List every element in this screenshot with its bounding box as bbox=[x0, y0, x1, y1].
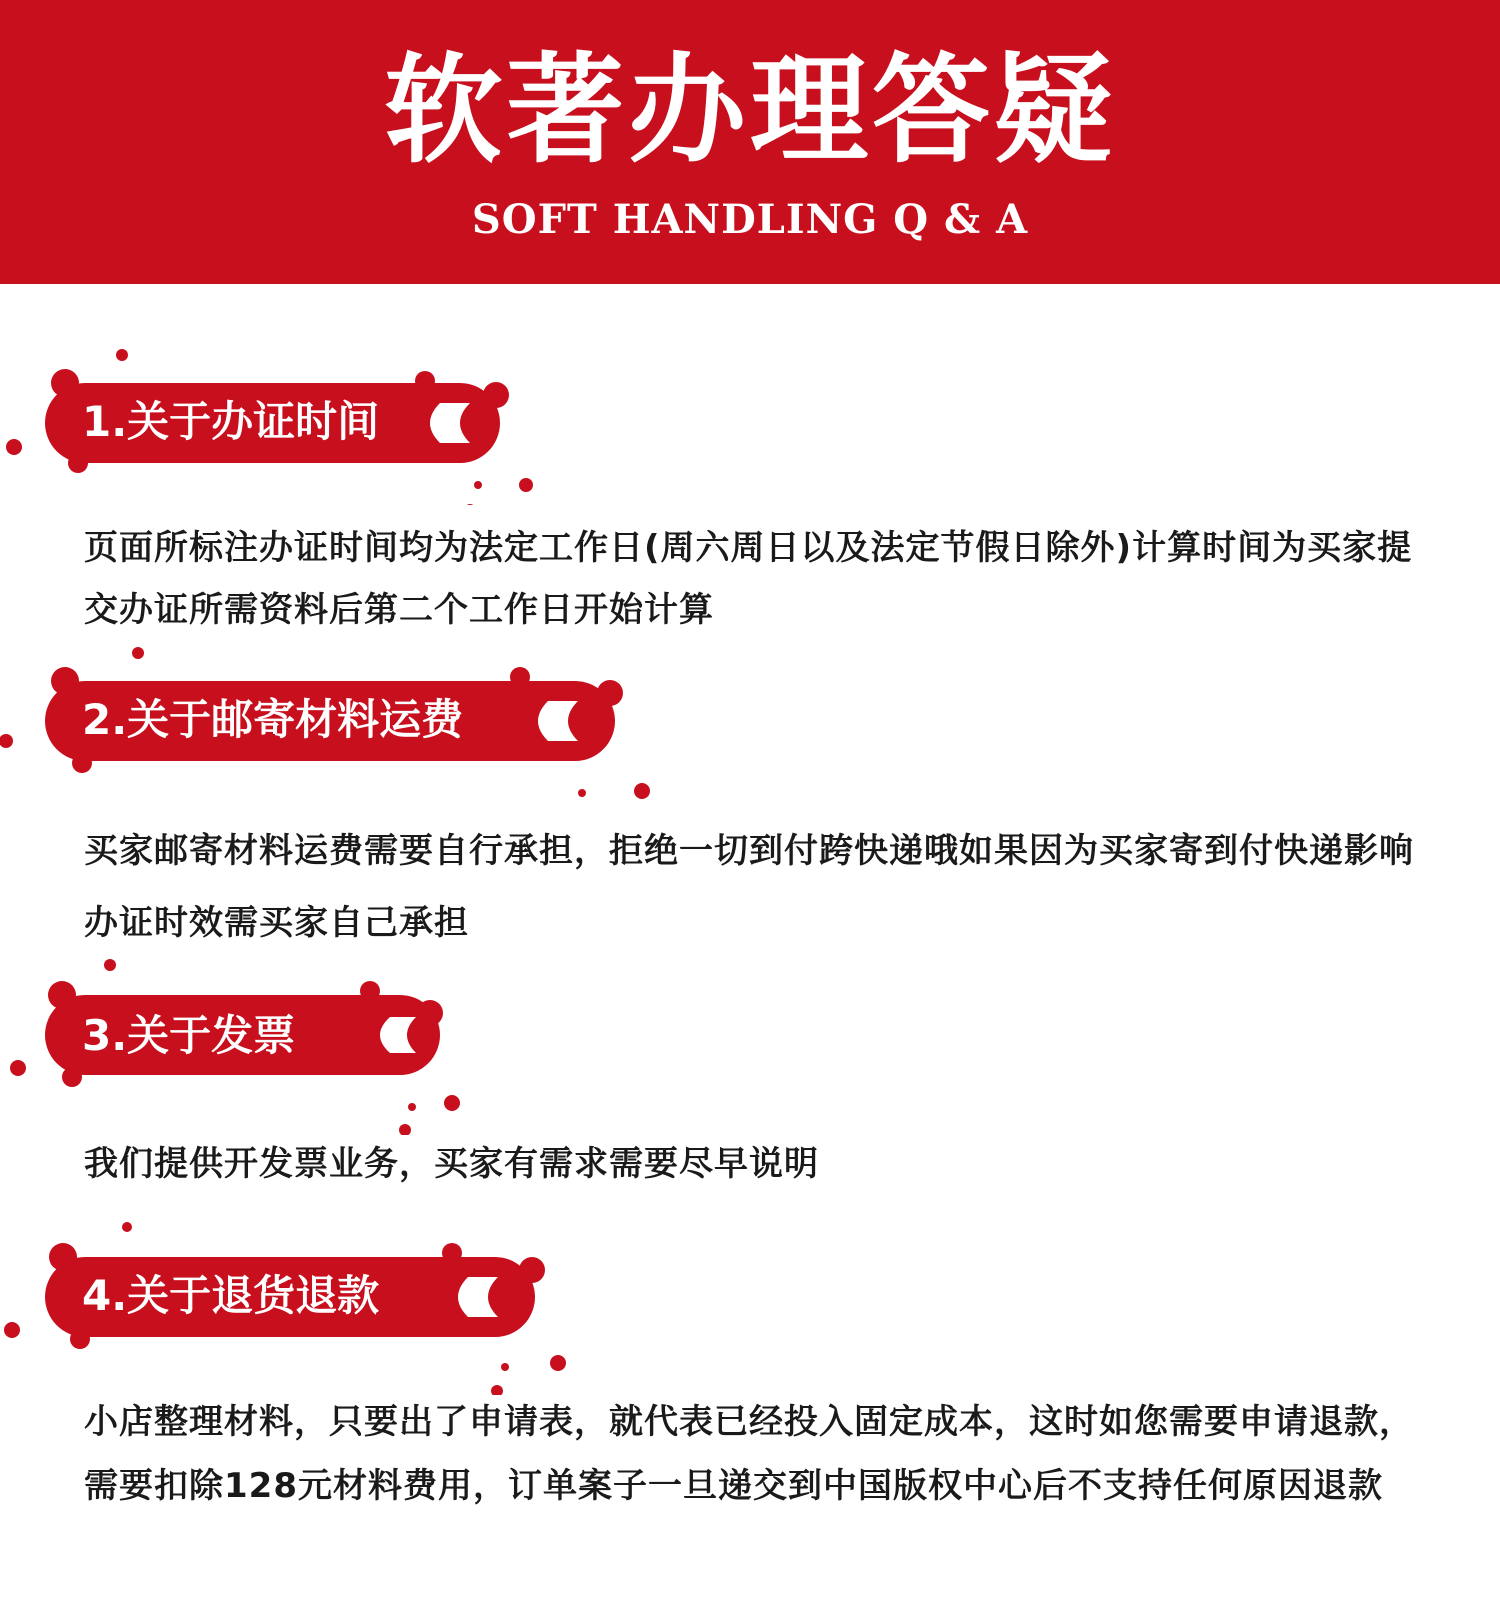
faq-body-3: 我们提供开发票业务，买家有需求需要尽早说明 bbox=[84, 1144, 819, 1184]
faq-section-4 bbox=[0, 1215, 1500, 1614]
faq-body-4: 小店整理材料，只要出了申请表，就代表已经投入固定成本，这时如您需要申请退款，需要扣除128元材料费用，订单案子一旦递交到中国版权中心后不支持任何原因退款 bbox=[84, 1402, 1414, 1506]
header-banner bbox=[0, 0, 1500, 284]
faq-heading-3: 3.关于发票 bbox=[82, 1011, 296, 1060]
faq-body-1: 页面所标注办证时间均为法定工作日(周六周日以及法定节假日除外)计算时间为买家提交办证所需资料后第二个工作日开始计算 bbox=[84, 528, 1413, 630]
faq-heading-2: 2.关于邮寄材料运费 bbox=[82, 695, 464, 744]
faq-heading-4: 4.关于退货退款 bbox=[82, 1271, 380, 1320]
faq-heading-1: 1.关于办证时间 bbox=[82, 397, 380, 446]
faq-section-3 bbox=[0, 955, 1500, 1185]
page-subtitle: SOFT HANDLING Q & A bbox=[471, 196, 1029, 243]
page-title: 软著办理答疑 bbox=[383, 41, 1116, 179]
faq-section-1 bbox=[0, 345, 1500, 645]
faq-section-2 bbox=[0, 643, 1500, 943]
faq-body-2: 买家邮寄材料运费需要自行承担，拒绝一切到付跨快递哦如果因为买家寄到付快递影响办证时效需买家自己承担 bbox=[84, 831, 1414, 943]
